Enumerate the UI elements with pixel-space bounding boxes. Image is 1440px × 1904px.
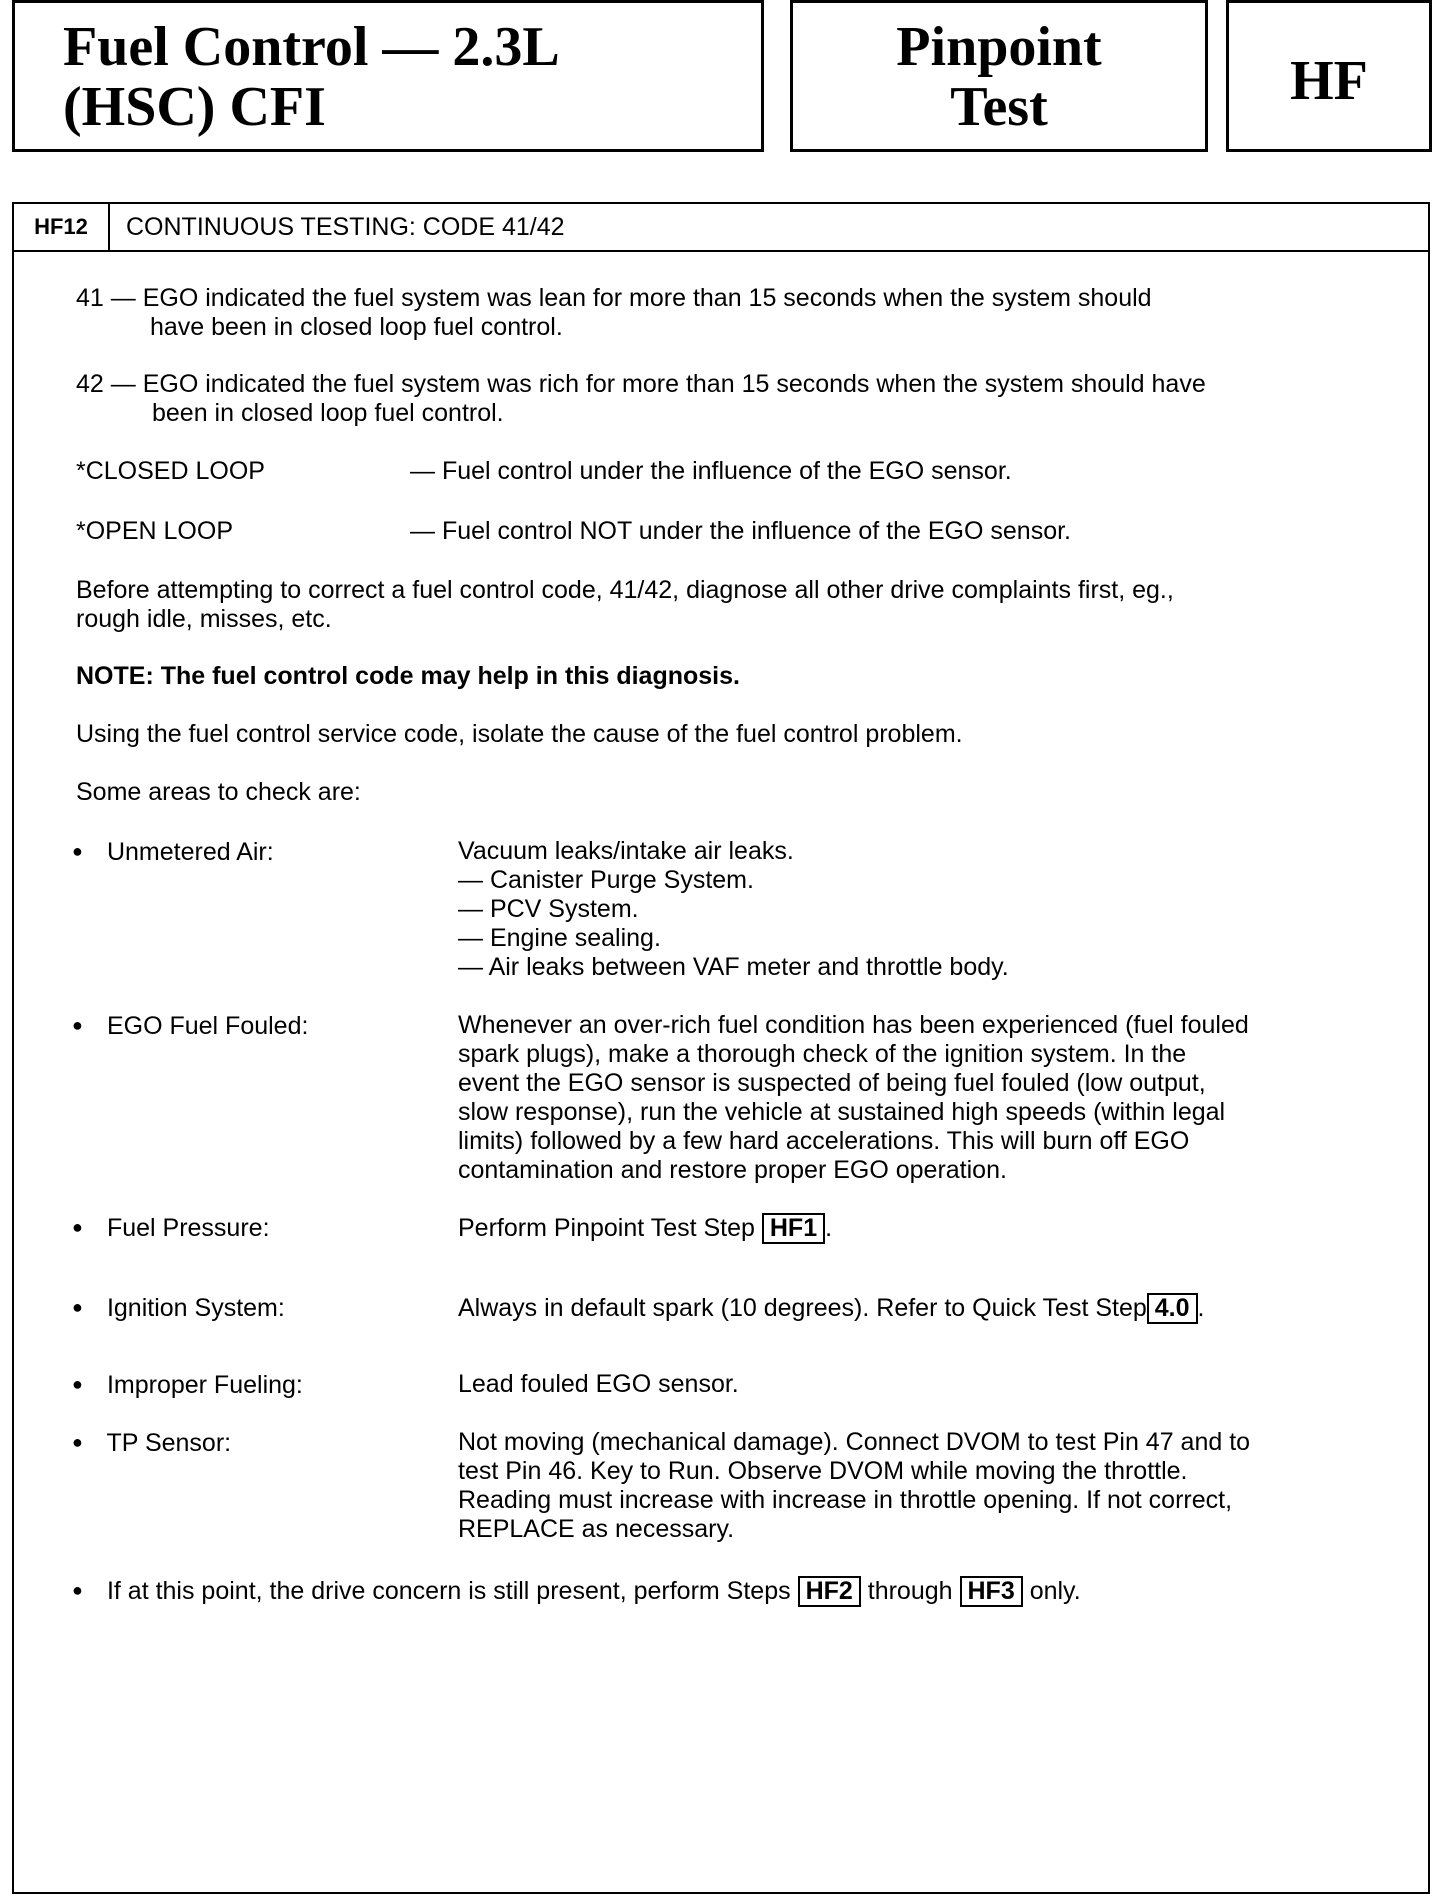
improper-fueling-text: Lead fouled EGO sensor. xyxy=(458,1370,739,1398)
closed-loop-def: — Fuel control under the influence of the EGO sensor. xyxy=(410,457,1012,485)
final-text-b: through xyxy=(867,1577,953,1605)
section-title xyxy=(793,17,1205,137)
ignition-system-details: Always in default spark (10 degrees). Refer to Quick Test Step 4.0 . xyxy=(458,1294,1205,1322)
ego-line: contamination and restore proper EGO operation. xyxy=(458,1156,1007,1184)
isolate-text: Using the fuel control service code, isolate the cause of the fuel control problem. xyxy=(76,720,963,748)
code-box xyxy=(1226,0,1432,152)
note: NOTE: The fuel control code may help in this diagnosis. xyxy=(76,662,740,690)
ego-line: spark plugs), make a thorough check of the ignition system. In the xyxy=(458,1040,1187,1068)
areas-intro: Some areas to check are: xyxy=(76,778,361,806)
tp-line: Reading must increase with increase in throttle opening. If not correct, xyxy=(458,1486,1233,1514)
unmetered-line: — Air leaks between VAF meter and throttle body. xyxy=(458,953,1009,981)
bullet-improper-fueling xyxy=(72,1370,303,1400)
unmetered-line: — Engine sealing. xyxy=(458,924,661,952)
fuel-pressure-label: Fuel Pressure: xyxy=(106,1214,270,1242)
title-line-2: (HSC) CFI xyxy=(63,76,326,138)
unmetered-line: Vacuum leaks/intake air leaks. xyxy=(458,837,794,865)
step-header xyxy=(14,204,1428,252)
fuel-pressure-details: Perform Pinpoint Test Step HF1 . xyxy=(458,1214,833,1242)
step-ref-hf3[interactable]: HF3 xyxy=(960,1576,1023,1607)
bullet-tp-sensor xyxy=(72,1428,231,1458)
ego-fuel-fouled-details xyxy=(458,1011,1249,1185)
bullet-unmetered-air xyxy=(72,837,274,867)
before-line-2: rough idle, misses, etc. xyxy=(76,605,332,633)
before-line-1: Before attempting to correct a fuel control code, 41/42, diagnose all other drive complaints first, eg., xyxy=(76,576,1174,604)
ego-line: Whenever an over-rich fuel condition has been experienced (fuel fouled xyxy=(458,1011,1249,1039)
code-42-line-2: been in closed loop fuel control. xyxy=(152,399,504,427)
unmetered-line: — Canister Purge System. xyxy=(458,866,754,894)
step-ref-hf1[interactable]: HF1 xyxy=(762,1213,825,1244)
ego-line: event the EGO sensor is suspected of being fuel fouled (low output, xyxy=(458,1069,1206,1097)
open-loop-term: *OPEN LOOP xyxy=(76,517,233,545)
title-box xyxy=(12,0,764,152)
code-41-line-2: have been in closed loop fuel control. xyxy=(150,313,563,341)
ignition-system-text: Always in default spark (10 degrees). Refer to Quick Test Step xyxy=(458,1294,1147,1322)
tp-line: test Pin 46. Key to Run. Observe DVOM while moving the throttle. xyxy=(458,1457,1188,1485)
page-title xyxy=(63,17,560,137)
step-ref-hf2[interactable]: HF2 xyxy=(798,1576,861,1607)
tp-line: Not moving (mechanical damage). Connect DVOM to test Pin 47 and to xyxy=(458,1428,1251,1456)
section-box xyxy=(790,0,1208,152)
final-text-a: If at this point, the drive concern is still present, perform Steps xyxy=(106,1577,791,1605)
unmetered-air-label: Unmetered Air: xyxy=(106,838,274,866)
tp-sensor-details xyxy=(458,1428,1250,1544)
section-code: HF xyxy=(1290,50,1368,112)
ego-fuel-fouled-label: EGO Fuel Fouled: xyxy=(106,1012,309,1040)
code-42-line-1: 42 — EGO indicated the fuel system was rich for more than 15 seconds when the system should have xyxy=(76,370,1206,398)
unmetered-line: — PCV System. xyxy=(458,895,639,923)
step-box xyxy=(12,202,1430,1894)
bullet-final-instruction xyxy=(72,1576,1081,1607)
closed-loop-term: *CLOSED LOOP xyxy=(76,457,265,485)
step-id: HF12 xyxy=(14,204,110,250)
ignition-system-label: Ignition System: xyxy=(106,1294,285,1322)
ego-line: limits) followed by a few hard accelerations. This will burn off EGO xyxy=(458,1127,1190,1155)
bullet-fuel-pressure xyxy=(72,1213,270,1243)
tp-sensor-label: TP Sensor: xyxy=(106,1429,232,1457)
section-line-1: Pinpoint xyxy=(896,16,1102,78)
step-ref-4-0[interactable]: 4.0 xyxy=(1147,1293,1198,1324)
section-line-2: Test xyxy=(950,76,1048,138)
open-loop-def: — Fuel control NOT under the influence of the EGO sensor. xyxy=(410,517,1071,545)
bullet-ignition-system xyxy=(72,1293,285,1323)
unmetered-air-details xyxy=(458,837,1009,982)
final-text-c: only. xyxy=(1029,1577,1081,1605)
improper-fueling-label: Improper Fueling: xyxy=(106,1371,303,1399)
step-title: CONTINUOUS TESTING: CODE 41/42 xyxy=(126,213,565,241)
code-41-line-1: 41 — EGO indicated the fuel system was lean for more than 15 seconds when the system should xyxy=(76,284,1152,312)
ego-line: slow response), run the vehicle at sustained high speeds (within legal xyxy=(458,1098,1226,1126)
bullet-ego-fuel-fouled xyxy=(72,1011,308,1041)
fuel-pressure-text: Perform Pinpoint Test Step xyxy=(458,1214,755,1242)
tp-line: REPLACE as necessary. xyxy=(458,1515,735,1543)
title-line-1: Fuel Control — 2.3L xyxy=(63,16,560,78)
